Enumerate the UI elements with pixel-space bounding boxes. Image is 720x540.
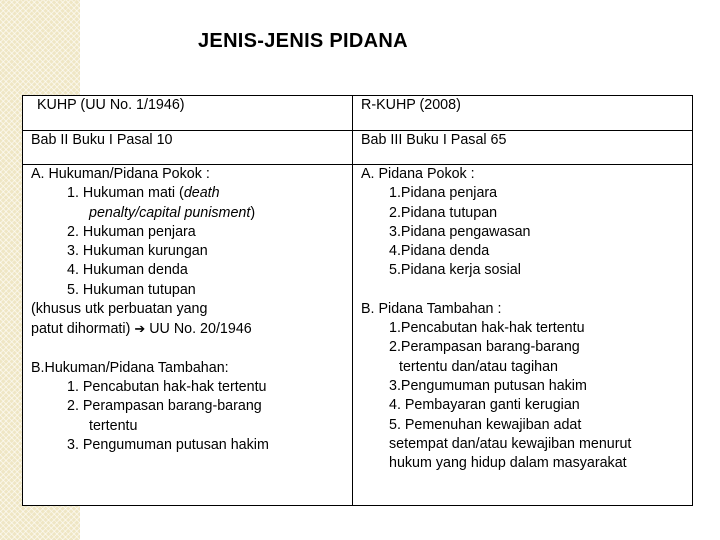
left-a-item: 1. Hukuman mati (death: [67, 185, 220, 202]
left-b-item: 3. Pengumuman putusan hakim: [67, 436, 269, 453]
right-section-b-heading: B. Pidana Tambahan :: [361, 300, 502, 317]
right-b-item: 4. Pembayaran ganti kerugian: [389, 397, 580, 414]
right-a-item: 1.Pidana penjara: [389, 185, 498, 202]
right-b-item: 5. Pemenuhan kewajiban adat: [389, 416, 582, 433]
right-b-item-continued: hukum yang hidup dalam masyarakat: [389, 455, 627, 472]
left-a-item-continued: penalty/capital punisment): [89, 204, 256, 221]
left-section-a-heading: A. Hukuman/Pidana Pokok :: [31, 166, 210, 182]
right-reference: Bab III Buku I Pasal 65: [353, 131, 693, 165]
right-content-cell: [353, 165, 693, 506]
left-note-line: (khusus utk perbuatan yang: [31, 301, 208, 318]
right-a-item: 2.Pidana tutupan: [389, 204, 498, 221]
table-reference-row: [23, 131, 693, 165]
left-a-item: 4. Hukuman denda: [67, 262, 188, 279]
left-a-item: 3. Hukuman kurungan: [67, 243, 208, 260]
right-b-item: 3.Pengumuman putusan hakim: [389, 377, 587, 394]
page-title: JENIS-JENIS PIDANA: [198, 30, 408, 52]
left-column-header: KUHP (UU No. 1/1946): [23, 96, 353, 131]
right-a-item: 5.Pidana kerja sosial: [389, 262, 521, 279]
right-section-a-heading: A. Pidana Pokok :: [361, 166, 475, 182]
right-a-item: 3.Pidana pengawasan: [389, 223, 531, 240]
left-a-item: 5. Hukuman tutupan: [67, 281, 196, 298]
right-b-item: 2.Perampasan barang-barang: [389, 339, 580, 356]
table-header-row: [23, 96, 693, 131]
left-content-cell: [23, 165, 353, 506]
right-b-item: 1.Pencabutan hak-hak tertentu: [389, 320, 585, 337]
arrow-right-icon: ➔: [134, 321, 146, 337]
right-b-item-continued: tertentu dan/atau tagihan: [399, 358, 558, 375]
table-content-row: [23, 165, 693, 506]
right-b-item-continued: setempat dan/atau kewajiban menurut: [389, 435, 632, 452]
right-column-header: R-KUHP (2008): [353, 96, 693, 131]
left-note-line: patut dihormati) ➔ UU No. 20/1946: [31, 321, 252, 338]
left-b-item: 2. Perampasan barang-barang: [67, 398, 262, 415]
right-a-item: 4.Pidana denda: [389, 243, 490, 260]
left-reference: Bab II Buku I Pasal 10: [23, 131, 353, 165]
left-a-item: 2. Hukuman penjara: [67, 223, 196, 240]
comparison-table: [22, 95, 693, 506]
left-b-item-continued: tertentu: [89, 417, 138, 434]
left-section-b-heading: B.Hukuman/Pidana Tambahan:: [31, 359, 229, 376]
left-b-item: 1. Pencabutan hak-hak tertentu: [67, 378, 267, 395]
